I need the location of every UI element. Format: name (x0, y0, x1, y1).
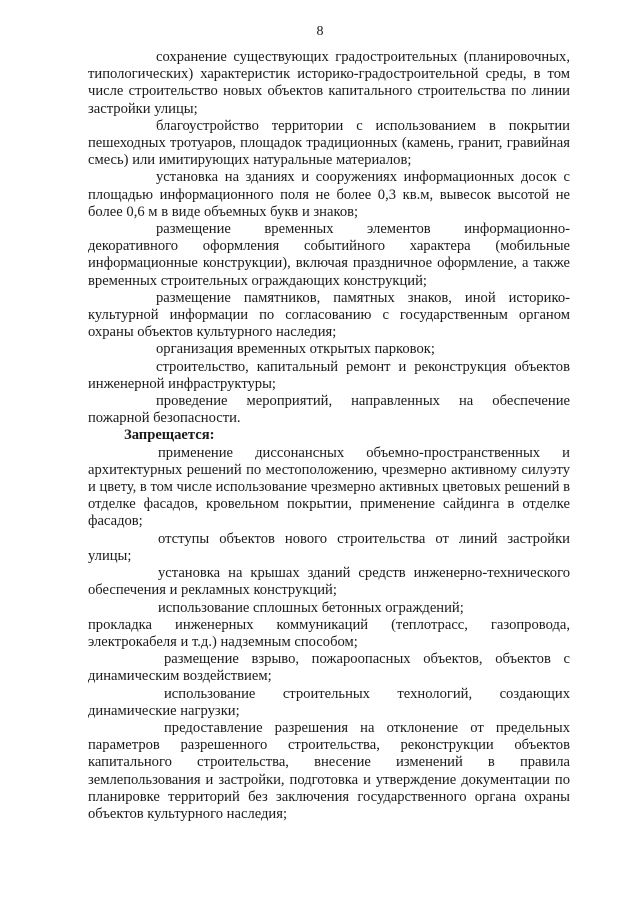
paragraph-permitted-7: строительство, капитальный ремонт и реконструкция объектов инженерной инфраструктуры; (88, 358, 570, 392)
page-number: 8 (316, 24, 324, 39)
paragraph-prohibited-8: предоставление разрешения на отклонение от предельных параметров разрешенного строительства, реконструкции объектов капитального строительства, внесение изменений в правила землепользования и застройки, подготовка и утверждение документации по планировке территорий без заключения государственного органа охраны объектов культурного наследия; (88, 719, 570, 822)
paragraph-prohibited-5: прокладка инженерных коммуникаций (теплотрасс, газопровода, электрокабеля и т.д.) надземным способом; (88, 616, 570, 650)
paragraph-prohibited-6: размещение взрыво, пожароопасных объектов, объектов с динамическим воздействием; (88, 651, 570, 685)
paragraph-permitted-1: сохранение существующих градостроительных (планировочных, типологических) характеристик историко-градостроительной среды, в том числе строительство новых объектов капитального строительства по линии застройки улицы; (88, 49, 570, 117)
paragraph-permitted-8: проведение мероприятий, направленных на обеспечение пожарной безопасности. (88, 393, 570, 427)
paragraph-prohibited-7: использование строительных технологий, создающих динамические нагрузки; (88, 685, 570, 719)
paragraph-prohibited-1: применение диссонансных объемно-пространственных и архитектурных решений по местоположению, чрезмерно активному силуэту и цвету, в том числе использование чрезмерно активных цветовых решений в отделке фасадов, кровельном покрытии, применение сайдинга в отделке фасадов; (88, 444, 570, 530)
paragraph-permitted-3: установка на зданиях и сооружениях информационных досок с площадью информационного поля не более 0,3 кв.м, вывесок высотой не более 0,6 м в виде объемных букв и знаков; (88, 169, 570, 220)
document-body (88, 49, 570, 823)
paragraph-permitted-2: благоустройство территории с использованием в покрытии пешеходных тротуаров, площадок традиционных (камень, гранит, гравийная смесь) или имитирующих натуральные материалов; (88, 117, 570, 169)
paragraph-prohibited-3: установка на крышах зданий средств инженерно-технического обеспечения и рекламных конструкций; (88, 565, 570, 599)
paragraph-permitted-4: размещение временных элементов информационно-декоративного оформления событийного характера (мобильные информационные конструкции), включая праздничное оформление, а также временных строительных ограждающих конструкций; (88, 221, 570, 289)
prohibited-heading: Запрещается: (124, 427, 215, 444)
paragraph-prohibited-2: отступы объектов нового строительства от линий застройки улицы; (88, 530, 570, 564)
paragraph-permitted-5: размещение памятников, памятных знаков, иной историко-культурной информации по согласованию с государственным органом охраны объектов культурного наследия; (88, 289, 570, 341)
paragraph-permitted-6: организация временных открытых парковок; (156, 341, 435, 358)
paragraph-prohibited-4: использование сплошных бетонных ограждений; (158, 599, 464, 616)
